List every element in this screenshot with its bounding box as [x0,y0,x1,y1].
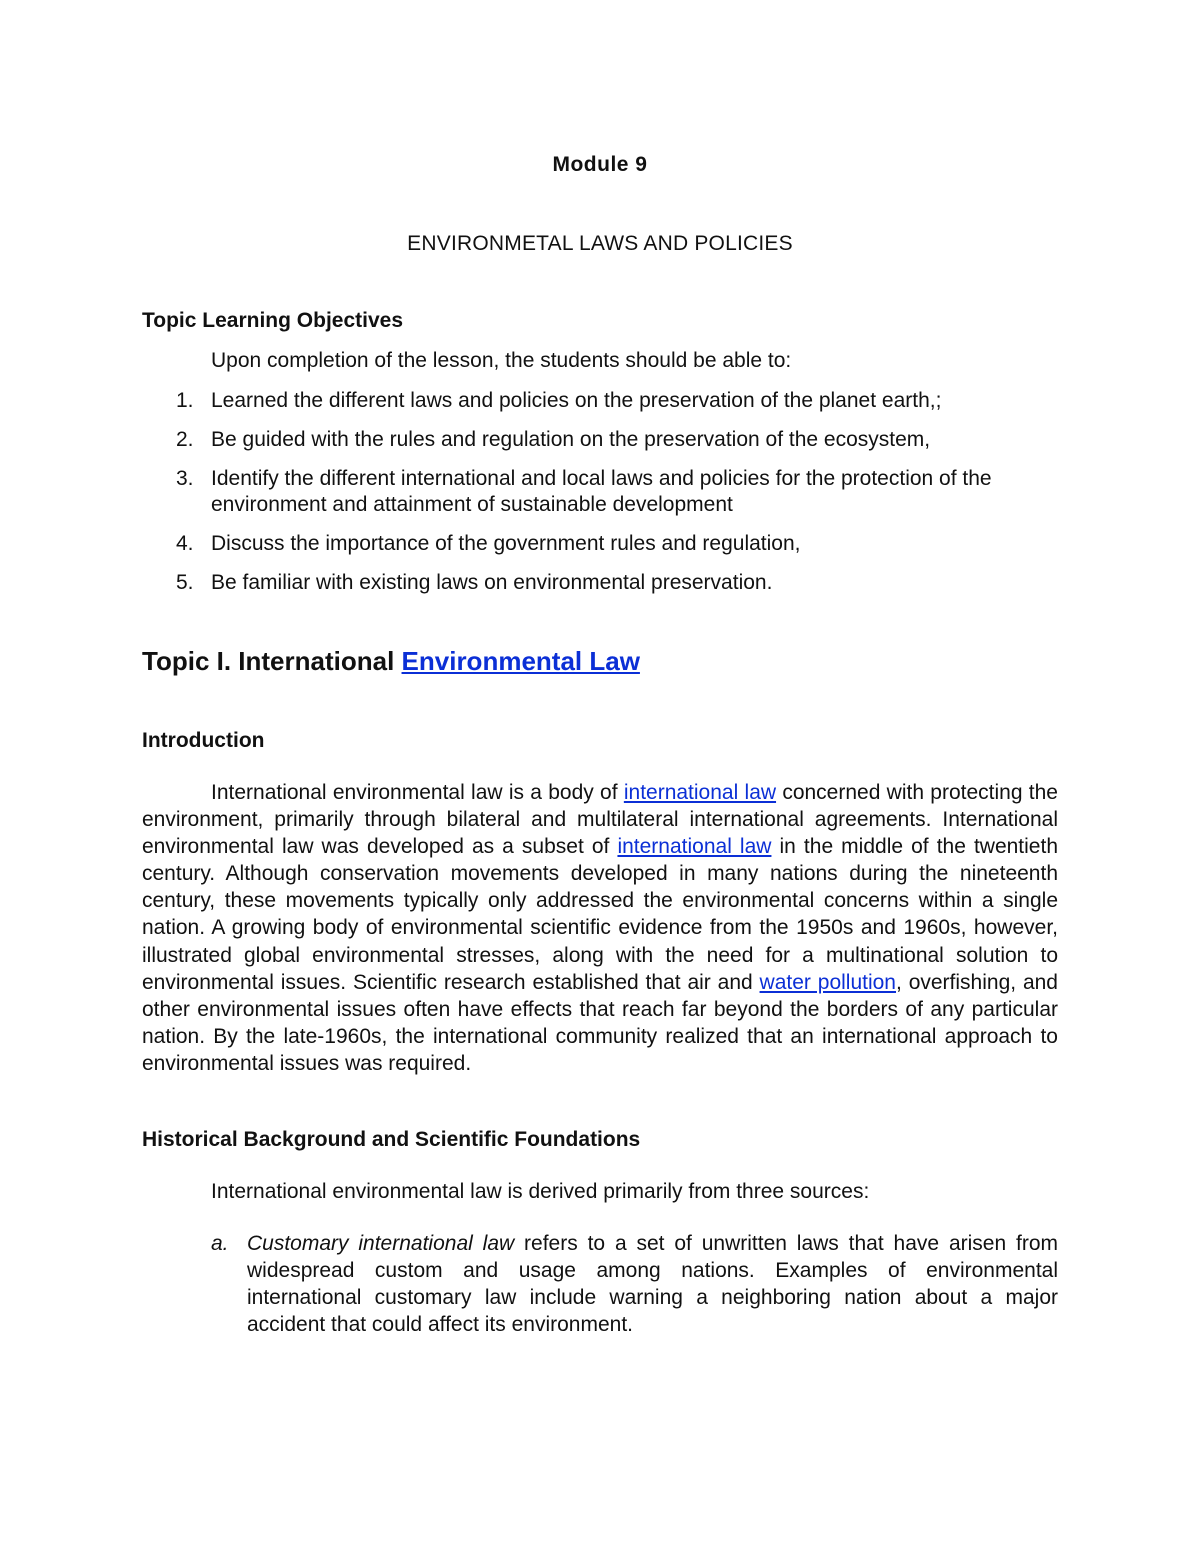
objective-text: Identify the different international and local laws and policies for the protection of the environment and attainment of sustainable development [211,467,992,516]
objective-number: 4. [176,532,194,555]
source-item-a [211,1230,1058,1338]
objectives-list [142,388,1062,609]
intro-text-3: in the middle of the twentieth century. Although conservation movements developed in many nations during the nineteenth century, these movements typically only addressed the environmental concerns within a single nation. A growing body of environmental scientific evidence from the 1950s and 1960s, however, illustrated global environmental stresses, along with the need for a multinational solution to environmental issues. Scientific research established that air and [142,835,1058,994]
objective-number: 1. [176,389,194,412]
introduction-heading: Introduction [142,729,265,752]
objective-item [142,466,1062,518]
historical-background-heading: Historical Background and Scientific Foundations [142,1128,641,1151]
intro-text-2: concerned with protecting the environment, primarily through bilateral and multilateral international agreements. International environmental law was developed as a subset of [142,781,1058,859]
topic-heading-prefix: Topic I. International [142,646,402,676]
objective-item [142,427,1062,453]
objective-item [142,570,1062,596]
international-law-link-2[interactable]: international law [617,835,772,859]
source-marker: a. [211,1232,229,1255]
sources-intro: International environmental law is derived primarily from three sources: [211,1180,870,1203]
topic-heading [142,646,640,677]
introduction-paragraph [142,779,1058,1077]
objective-item [142,388,1062,414]
objectives-heading: Topic Learning Objectives [142,309,404,332]
document-title: ENVIRONMETAL LAWS AND POLICIES [407,232,793,255]
intro-text-4: , overfishing, and other environmental issues often have effects that reach far beyond the borders of any particular nation. By the late-1960s, the international community realized that an international approach to environmental issues was required. [142,970,1058,1075]
objective-text: Be familiar with existing laws on environmental preservation. [211,571,773,594]
objective-number: 2. [176,428,194,451]
module-title: Module 9 [552,153,648,176]
objective-number: 3. [176,467,194,490]
objective-item [142,531,1062,557]
objective-text: Learned the different laws and policies on the preservation of the planet earth,; [211,389,942,412]
intro-text-1: International environmental law is a body of [211,781,624,804]
source-description: refers to a set of unwritten laws that have arisen from widespread custom and usage among nations. Examples of environmental international customary law include warning a neighboring nation about a major accident that could affect its environment. [247,1232,1058,1337]
source-text [247,1230,1058,1338]
objective-number: 5. [176,571,194,594]
objectives-intro: Upon completion of the lesson, the students should be able to: [211,349,792,372]
international-law-link[interactable]: international law [623,781,777,804]
objective-text: Be guided with the rules and regulation on the preservation of the ecosystem, [211,428,931,451]
environmental-law-link[interactable]: Environmental Law [401,646,640,676]
objective-text: Discuss the importance of the government rules and regulation, [211,532,801,555]
source-term: Customary international law [247,1232,515,1255]
water-pollution-link[interactable]: water pollution [759,970,896,994]
